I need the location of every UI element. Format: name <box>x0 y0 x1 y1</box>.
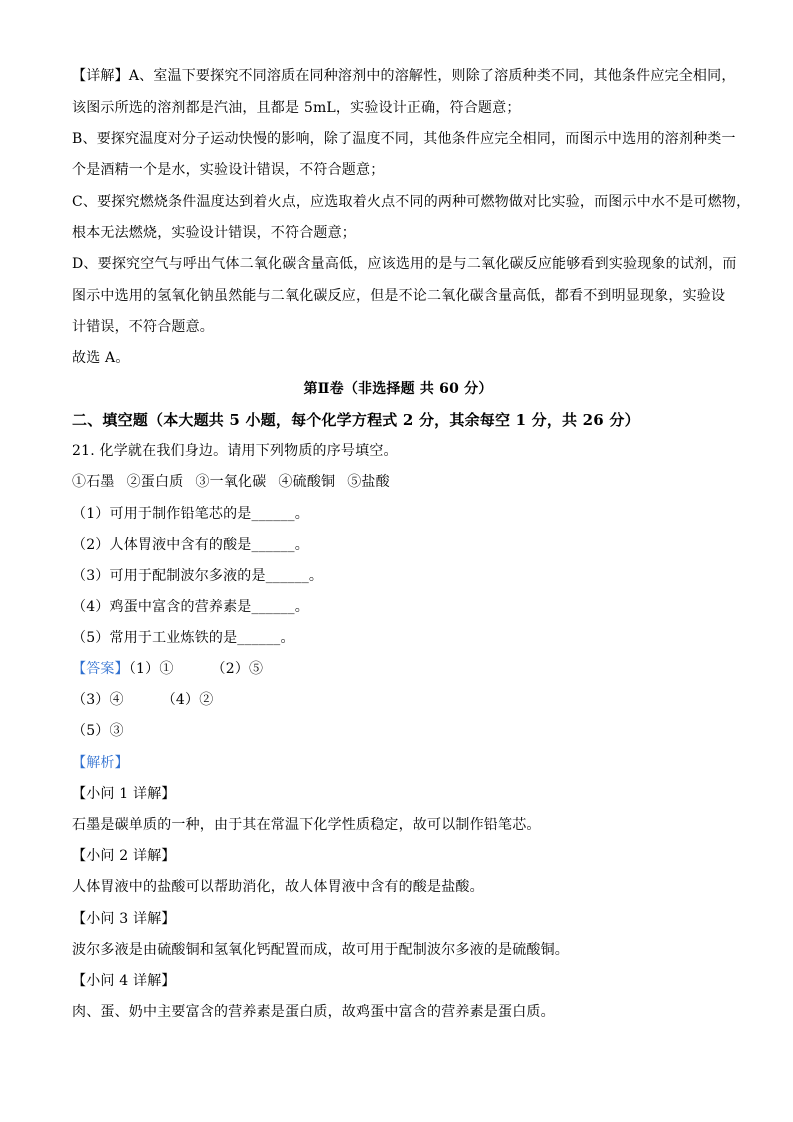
option-3: ③一氧化碳 <box>195 474 267 490</box>
sub-question-4: （4）鸡蛋中富含的营养素是______。 <box>72 599 309 615</box>
detail-b-line-1: B、要探究温度对分子运动快慢的影响，除了温度不同，其他条件应完全相同，而图示中选用的溶剂种类一 <box>72 131 736 147</box>
option-4: ④硫酸铜 <box>278 474 336 490</box>
question-stem: 21. 化学就在我们身边。请用下列物质的序号填空。 <box>72 443 398 459</box>
answer-4: （4）② <box>161 692 214 708</box>
detail-a-text-1: A、室温下要探究不同溶质在同种溶剂中的溶解性，则除了溶质种类不同，其他条件应完全相同， <box>128 68 736 84</box>
option-2: ②蛋白质 <box>126 474 184 490</box>
analysis-text-3: 波尔多液是由硫酸铜和氢氧化钙配置而成，故可用于配制波尔多液的是硫酸铜。 <box>72 942 569 958</box>
detail-conclusion: 故选 A。 <box>72 350 130 366</box>
analysis-heading-4: 【小问 4 详解】 <box>72 973 176 989</box>
option-5: ⑤盐酸 <box>347 474 390 490</box>
detail-a-line-2: 该图示所选的溶剂都是汽油，且都是 5mL，实验设计正确，符合题意； <box>72 100 521 116</box>
answer-tag: 【答案】 <box>72 661 129 677</box>
sub-question-1: （1）可用于制作铅笔芯的是______。 <box>72 506 309 522</box>
answer-line-2 <box>72 690 724 710</box>
detail-b-line-2: 个是酒精一个是水，实验设计错误，不符合题意； <box>72 162 385 178</box>
answer-2: （2）⑤ <box>211 661 264 677</box>
sub-question-5: （5）常用于工业炼铁的是______。 <box>72 630 295 646</box>
detail-tag: 【详解】 <box>72 68 129 84</box>
answer-3: （3）④ <box>72 692 124 708</box>
detail-d-line-3: 计错误，不符合题意。 <box>72 319 214 335</box>
analysis-heading-2: 【小问 2 详解】 <box>72 848 176 864</box>
analysis-heading-3: 【小问 3 详解】 <box>72 911 176 927</box>
volume-title: 第Ⅱ卷（非选择题 共 60 分） <box>303 381 493 397</box>
detail-d-line-2: 图示中选用的氢氧化钠虽然能与二氧化碳反应，但是不论二氧化碳含量高低，都看不到明显现象，实验设 <box>72 288 726 304</box>
sub-question-3: （3）可用于配制波尔多液的是______。 <box>72 568 324 584</box>
part-title: 二、填空题（本大题共 5 小题，每个化学方程式 2 分，其余每空 1 分，共 26 分） <box>72 411 640 429</box>
question-options <box>72 472 724 492</box>
analysis-text-1: 石墨是碳单质的一种，由于其在常温下化学性质稳定，故可以制作铅笔芯。 <box>72 817 541 833</box>
detail-a-line-1 <box>72 66 736 86</box>
analysis-text-2: 人体胃液中的盐酸可以帮助消化，故人体胃液中含有的酸是盐酸。 <box>72 879 484 895</box>
detail-d-line-1: D、要探究空气与呼出气体二氧化碳含量高低，应该选用的是与二氧化碳反应能够看到实验现象的试剂，而 <box>72 256 737 272</box>
analysis-heading-1: 【小问 1 详解】 <box>72 786 176 802</box>
detail-c-line-1: C、要探究燃烧条件温度达到着火点，应选取着火点不同的两种可燃物做对比实验，而图示中水不是可燃物， <box>72 194 751 210</box>
analysis-tag: 【解析】 <box>72 755 129 771</box>
answer-line-1 <box>72 659 724 679</box>
detail-c-line-2: 根本无法燃烧，实验设计错误，不符合题意； <box>72 225 356 241</box>
sub-question-2: （2）人体胃液中含有的酸是______。 <box>72 537 309 553</box>
option-1: ①石墨 <box>72 474 115 490</box>
answer-1: （1）① <box>128 661 174 677</box>
answer-5: （5）③ <box>72 723 124 739</box>
analysis-text-4: 肉、蛋、奶中主要富含的营养素是蛋白质，故鸡蛋中富含的营养素是蛋白质。 <box>72 1004 555 1020</box>
